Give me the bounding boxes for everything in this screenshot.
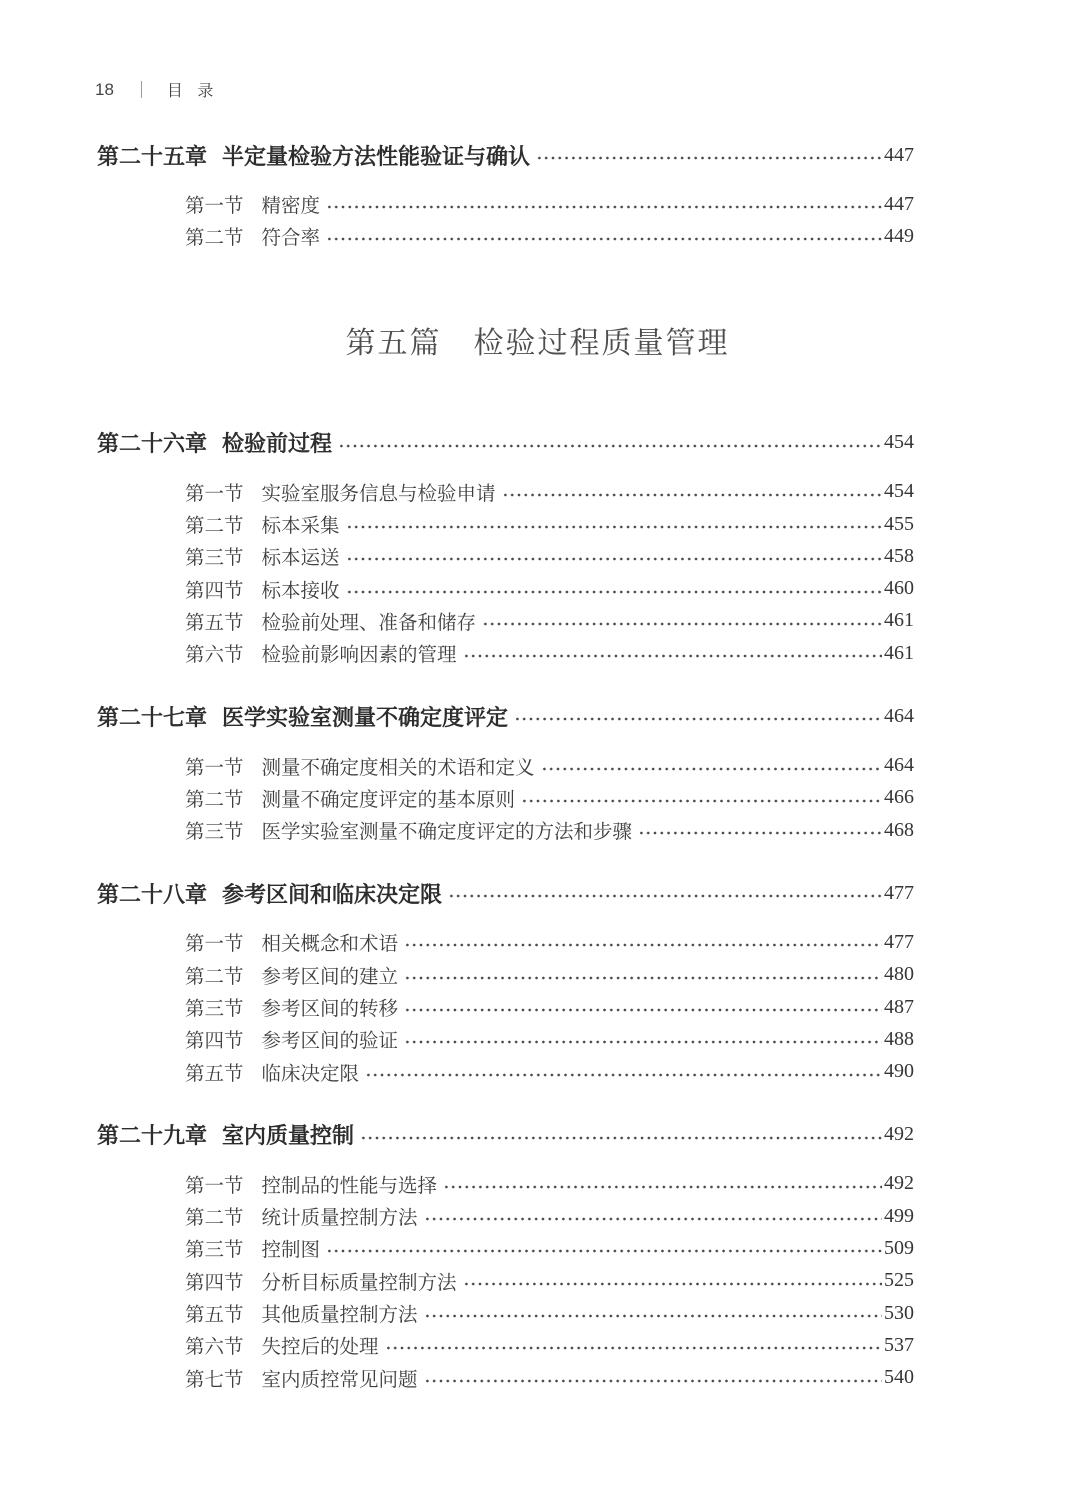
dot-leader	[360, 1135, 882, 1141]
section-page-number: 487	[884, 995, 914, 1018]
section-number: 第五节	[185, 1305, 244, 1327]
section-page-number: 499	[884, 1204, 914, 1227]
section-page-number: 461	[884, 641, 914, 664]
toc-section-entry	[97, 476, 914, 508]
dot-leader	[404, 975, 882, 981]
toc-chapter-entry	[97, 699, 914, 733]
section-page-number: 464	[884, 754, 914, 777]
section-number: 第三节	[185, 548, 244, 570]
section-page-number: 509	[884, 1236, 914, 1259]
section-title: 控制品的性能与选择	[261, 1175, 438, 1197]
dot-leader	[326, 1248, 882, 1254]
dot-leader	[463, 1281, 882, 1287]
header-title: 目 录	[166, 83, 219, 100]
page-header	[95, 78, 218, 101]
table-of-contents	[97, 138, 914, 1394]
section-list	[97, 188, 914, 253]
section-list	[97, 476, 914, 670]
section-title: 检验前影响因素的管理	[261, 645, 457, 667]
toc-section-entry	[97, 1232, 914, 1264]
section-page-number: 466	[884, 786, 914, 809]
section-title: 参考区间的验证	[261, 1031, 399, 1053]
section-page-number: 540	[884, 1366, 914, 1389]
chapter-page-number: 477	[884, 881, 914, 904]
toc-section-entry	[97, 605, 914, 637]
section-number: 第二节	[185, 966, 244, 988]
chapter-title: 检验前过程	[222, 431, 333, 457]
dot-leader	[404, 1007, 882, 1013]
dot-leader	[326, 204, 882, 210]
chapter-number: 第二十六章	[97, 431, 208, 457]
dot-leader	[338, 443, 882, 449]
toc-section-entry	[97, 926, 914, 958]
section-title: 室内质控常见问题	[261, 1369, 418, 1391]
toc-chapter-entry	[97, 1118, 914, 1152]
section-list	[97, 1168, 914, 1394]
dot-leader	[638, 830, 882, 836]
section-page-number: 488	[884, 1027, 914, 1050]
section-title: 分析目标质量控制方法	[261, 1272, 457, 1294]
dot-leader	[521, 798, 882, 804]
toc-section-entry	[97, 1329, 914, 1361]
section-number: 第一节	[185, 196, 244, 218]
dot-leader	[536, 155, 882, 161]
section-page-number: 480	[884, 963, 914, 986]
toc-section-entry	[97, 1265, 914, 1297]
section-page-number: 537	[884, 1333, 914, 1356]
section-number: 第三节	[185, 1240, 244, 1262]
dot-leader	[482, 621, 882, 627]
section-list	[97, 749, 914, 846]
part-title	[97, 318, 914, 362]
dot-leader	[514, 716, 882, 722]
section-number: 第四节	[185, 1272, 244, 1294]
section-number: 第二节	[185, 789, 244, 811]
section-page-number: 490	[884, 1060, 914, 1083]
chapter-number: 第二十八章	[97, 881, 208, 907]
chapter-block	[97, 699, 914, 846]
toc-section-entry	[97, 188, 914, 220]
toc-section-entry	[97, 814, 914, 846]
chapter-page-number: 447	[884, 143, 914, 166]
dot-leader	[346, 556, 882, 562]
dot-leader	[385, 1345, 882, 1351]
section-title: 相关概念和术语	[261, 934, 399, 956]
toc-section-entry	[97, 1200, 914, 1232]
dot-leader	[365, 1072, 882, 1078]
section-title: 标本接收	[261, 580, 340, 602]
toc-section-entry	[97, 991, 914, 1023]
toc-section-entry	[97, 1055, 914, 1087]
dot-leader	[346, 524, 882, 530]
dot-leader	[326, 236, 882, 242]
section-title: 测量不确定度相关的术语和定义	[261, 757, 535, 779]
part-name: 检验过程质量管理	[473, 326, 730, 360]
section-page-number: 477	[884, 930, 914, 953]
chapter-title: 半定量检验方法性能验证与确认	[222, 143, 531, 169]
section-number: 第一节	[185, 934, 244, 956]
toc-section-entry	[97, 749, 914, 781]
section-title: 其他质量控制方法	[261, 1305, 418, 1327]
section-title: 失控后的处理	[261, 1337, 379, 1359]
section-title: 临床决定限	[261, 1063, 360, 1085]
section-number: 第二节	[185, 1208, 244, 1230]
chapter-page-number: 464	[884, 704, 914, 727]
section-number: 第七节	[185, 1369, 244, 1391]
section-page-number: 455	[884, 512, 914, 535]
toc-chapter-entry	[97, 426, 914, 460]
header-page-number: 18	[95, 79, 114, 99]
chapter-title: 室内质量控制	[222, 1123, 355, 1149]
section-title: 标本运送	[261, 548, 340, 570]
chapter-title: 医学实验室测量不确定度评定	[222, 704, 509, 730]
toc-section-entry	[97, 540, 914, 572]
section-number: 第六节	[185, 645, 244, 667]
section-list	[97, 926, 914, 1087]
section-title: 参考区间的建立	[261, 966, 399, 988]
section-page-number: 525	[884, 1269, 914, 1292]
toc-section-entry	[97, 1023, 914, 1055]
dot-leader	[424, 1216, 882, 1222]
section-title: 统计质量控制方法	[261, 1208, 418, 1230]
dot-leader	[541, 766, 882, 772]
section-title: 测量不确定度评定的基本原则	[261, 789, 516, 811]
section-title: 实验室服务信息与检验申请	[261, 483, 496, 505]
dot-leader	[424, 1313, 882, 1319]
section-page-number: 492	[884, 1172, 914, 1195]
section-number: 第五节	[185, 612, 244, 634]
section-number: 第一节	[185, 757, 244, 779]
section-number: 第二节	[185, 516, 244, 538]
chapter-block	[97, 138, 914, 253]
section-number: 第四节	[185, 1031, 244, 1053]
toc-section-entry	[97, 782, 914, 814]
section-title: 标本采集	[261, 516, 340, 538]
section-page-number: 460	[884, 577, 914, 600]
chapter-number: 第二十九章	[97, 1123, 208, 1149]
section-number: 第一节	[185, 1175, 244, 1197]
chapter-number: 第二十五章	[97, 143, 208, 169]
chapter-block	[97, 876, 914, 1087]
toc-section-entry	[97, 637, 914, 669]
toc-chapter-entry	[97, 876, 914, 910]
toc-section-entry	[97, 1168, 914, 1200]
section-number: 第三节	[185, 999, 244, 1020]
dot-leader	[502, 492, 882, 498]
dot-leader	[404, 1039, 882, 1045]
toc-section-entry	[97, 572, 914, 604]
dot-leader	[404, 942, 882, 948]
section-page-number: 449	[884, 224, 914, 247]
section-number: 第二节	[185, 228, 244, 250]
chapter-page-number: 492	[884, 1123, 914, 1146]
section-title: 检验前处理、准备和储存	[261, 612, 477, 634]
section-number: 第三节	[185, 822, 244, 844]
toc-section-entry	[97, 959, 914, 991]
section-title: 控制图	[261, 1240, 321, 1262]
section-number: 第五节	[185, 1063, 244, 1085]
toc-section-entry	[97, 508, 914, 540]
section-page-number: 454	[884, 480, 914, 503]
section-page-number: 447	[884, 192, 914, 215]
dot-leader	[463, 653, 882, 659]
dot-leader	[346, 589, 882, 595]
section-page-number: 468	[884, 818, 914, 841]
section-number: 第六节	[185, 1337, 244, 1359]
toc-chapter-entry	[97, 138, 914, 172]
section-number: 第四节	[185, 580, 244, 602]
chapter-number: 第二十七章	[97, 704, 208, 730]
toc-section-entry	[97, 1362, 914, 1394]
section-page-number: 530	[884, 1301, 914, 1324]
part-number: 第五篇	[345, 326, 442, 360]
dot-leader	[443, 1184, 882, 1190]
section-title: 医学实验室测量不确定度评定的方法和步骤	[261, 822, 633, 844]
toc-section-entry	[97, 220, 914, 252]
chapter-page-number: 454	[884, 431, 914, 454]
chapter-title: 参考区间和临床决定限	[222, 881, 443, 907]
header-divider	[141, 81, 142, 98]
section-number: 第一节	[185, 483, 244, 505]
section-page-number: 458	[884, 544, 914, 567]
section-title: 参考区间的转移	[261, 999, 399, 1020]
section-title: 精密度	[261, 196, 321, 218]
chapter-block	[97, 1118, 914, 1394]
dot-leader	[424, 1378, 882, 1384]
chapter-block	[97, 426, 914, 670]
section-page-number: 461	[884, 609, 914, 632]
section-title: 符合率	[261, 228, 321, 250]
dot-leader	[448, 893, 882, 899]
toc-section-entry	[97, 1297, 914, 1329]
